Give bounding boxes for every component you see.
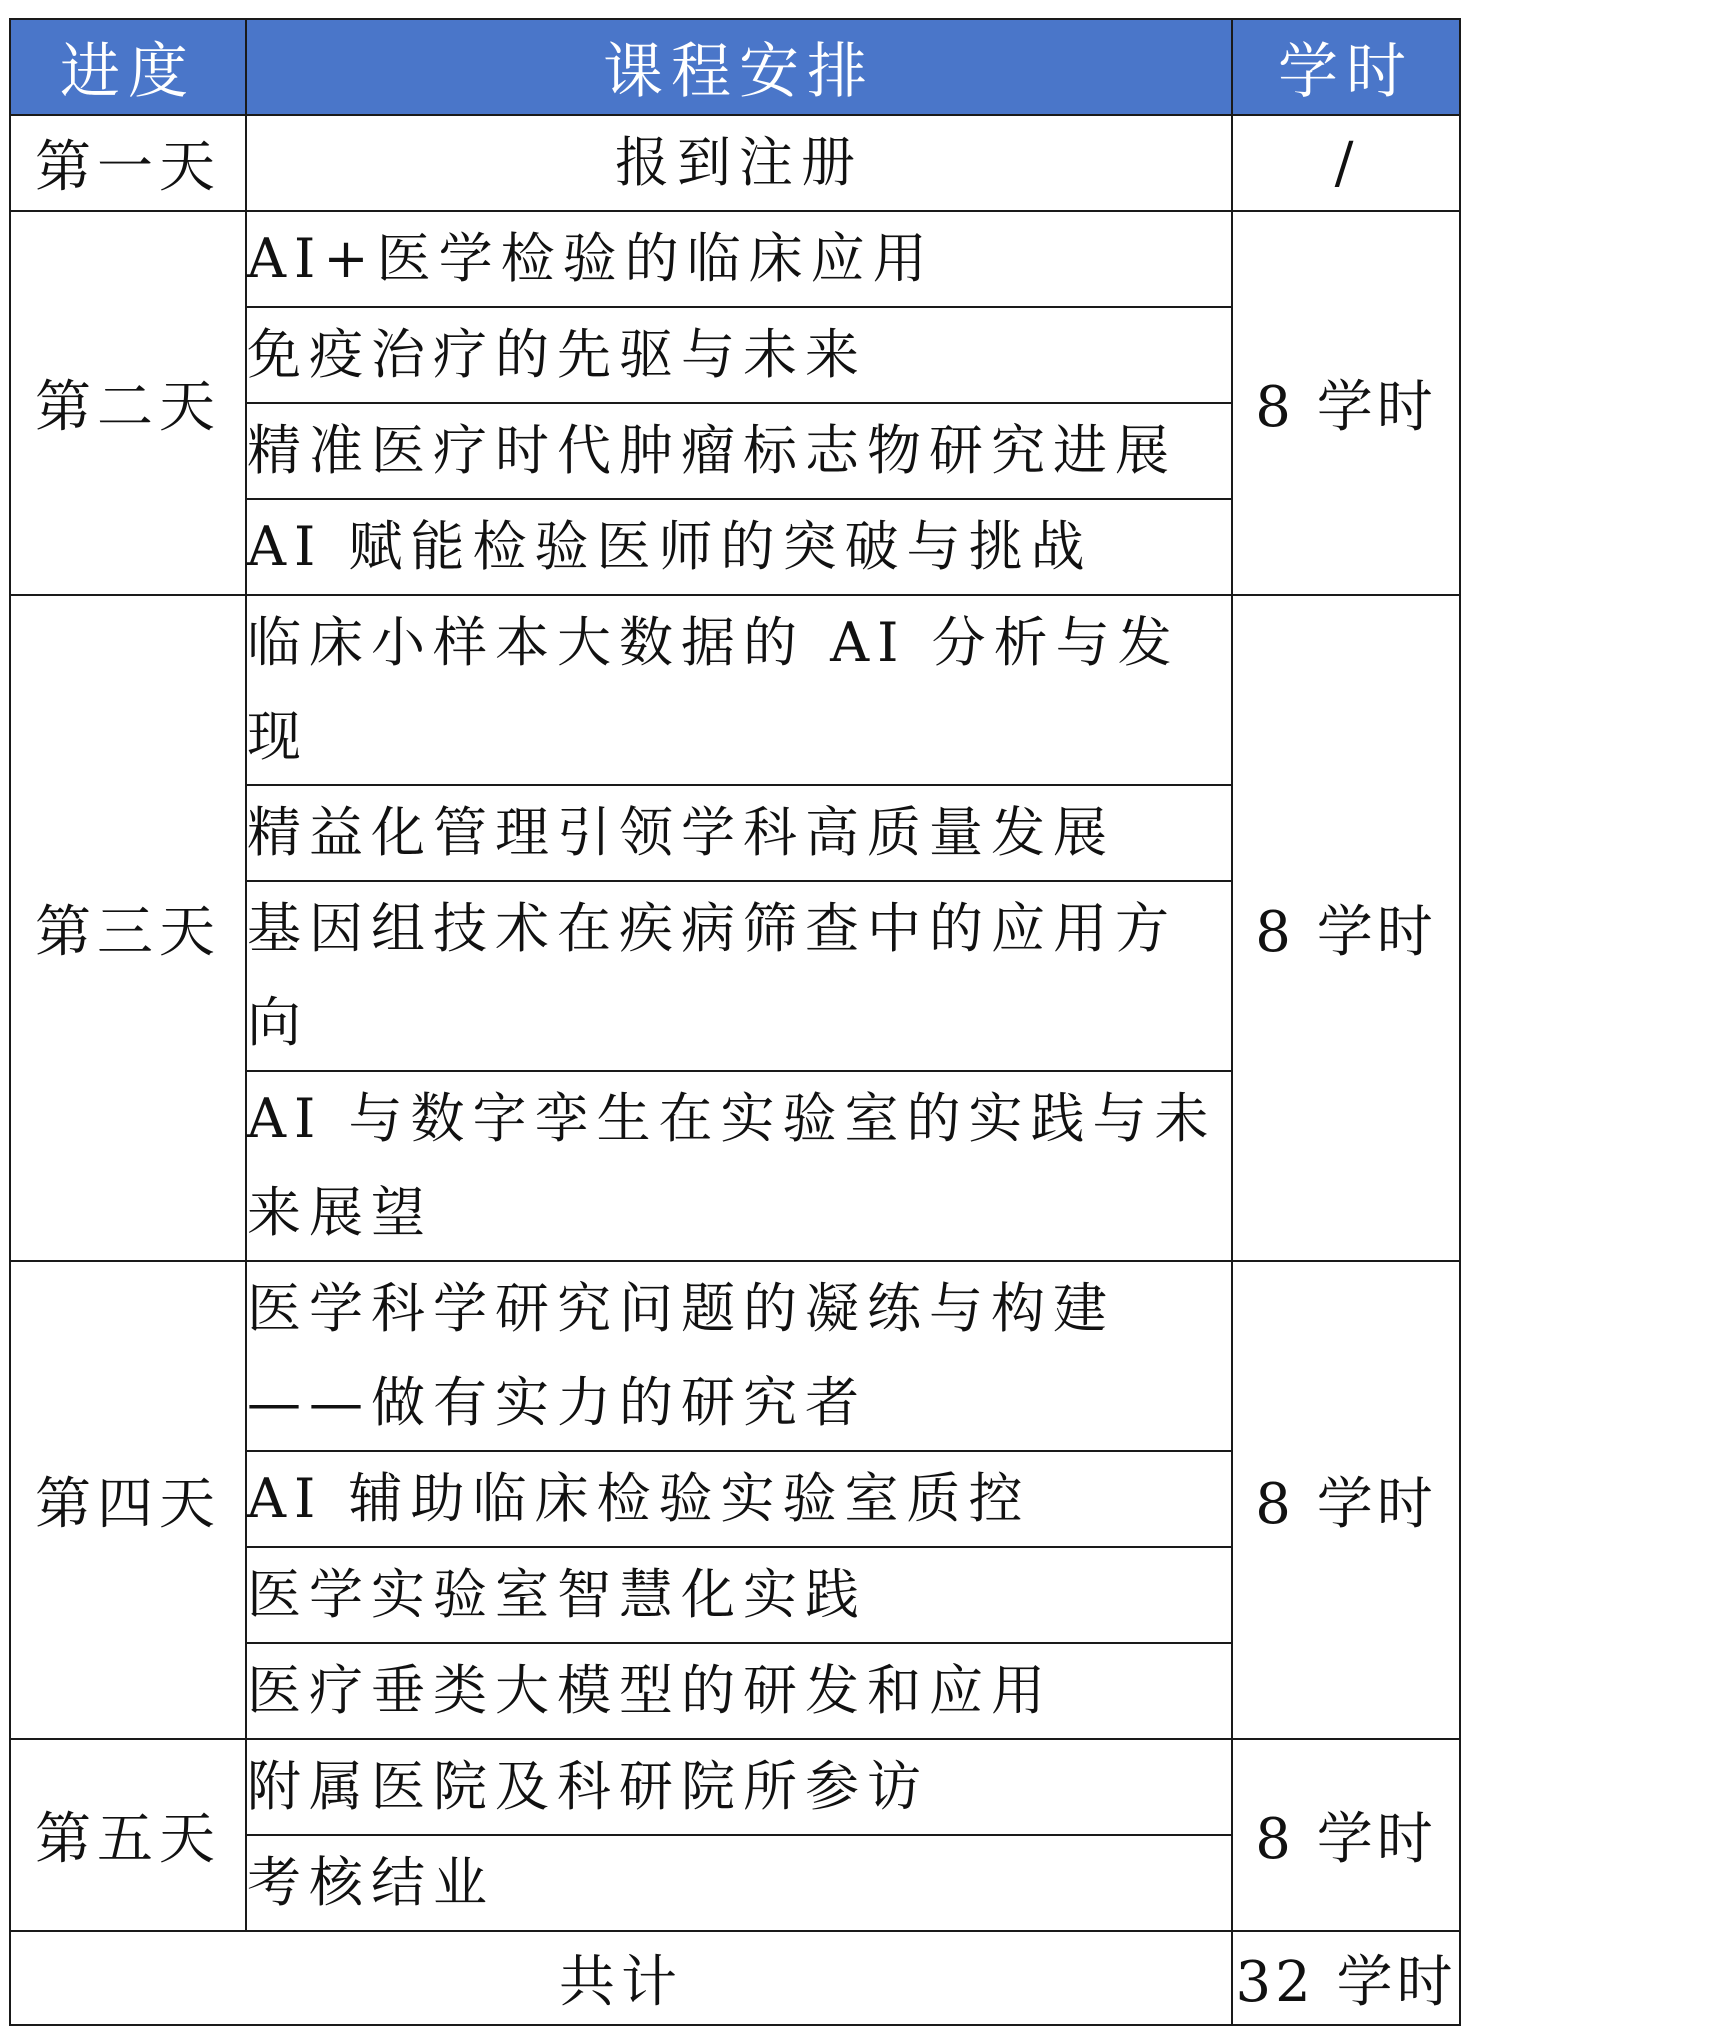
course-item: 医学实验室智慧化实践	[246, 1547, 1232, 1643]
course-item: AI 与数字孪生在实验室的实践与未来展望	[246, 1071, 1232, 1261]
course-item: AI+医学检验的临床应用	[246, 211, 1232, 307]
course-item: AI 赋能检验医师的突破与挑战	[246, 499, 1232, 595]
table-row	[10, 595, 1460, 785]
course-item: AI 辅助临床检验实验室质控	[246, 1451, 1232, 1547]
day-label: 第二天	[10, 211, 246, 595]
course-item: 免疫治疗的先驱与未来	[246, 307, 1232, 403]
total-label: 共计	[10, 1931, 1232, 2025]
course-item: 医疗垂类大模型的研发和应用	[246, 1643, 1232, 1739]
header-hours: 学时	[1232, 19, 1460, 115]
day-hours: 8 学时	[1232, 211, 1460, 595]
course-item: 报到注册	[246, 115, 1232, 211]
course-item: 临床小样本大数据的 AI 分析与发现	[246, 595, 1232, 785]
header-row	[10, 19, 1460, 115]
course-item: 附属医院及科研院所参访	[246, 1739, 1232, 1835]
day-label: 第四天	[10, 1261, 246, 1739]
day-hours: 8 学时	[1232, 1739, 1460, 1931]
course-item: 医学科学研究问题的凝练与构建——做有实力的研究者	[246, 1261, 1232, 1451]
table-row	[10, 211, 1460, 307]
course-item: 考核结业	[246, 1835, 1232, 1931]
table-row	[10, 115, 1460, 211]
day-hours: 8 学时	[1232, 1261, 1460, 1739]
total-row	[10, 1931, 1460, 2025]
table-row	[10, 1739, 1460, 1835]
day-label: 第一天	[10, 115, 246, 211]
header-progress: 进度	[10, 19, 246, 115]
table-row	[10, 1261, 1460, 1451]
day-label: 第五天	[10, 1739, 246, 1931]
day-hours: /	[1232, 115, 1460, 211]
course-item: 基因组技术在疾病筛查中的应用方向	[246, 881, 1232, 1071]
header-course: 课程安排	[246, 19, 1232, 115]
course-item: 精准医疗时代肿瘤标志物研究进展	[246, 403, 1232, 499]
day-label: 第三天	[10, 595, 246, 1261]
course-schedule-table	[9, 18, 1461, 2026]
course-item: 精益化管理引领学科高质量发展	[246, 785, 1232, 881]
total-hours: 32 学时	[1232, 1931, 1460, 2025]
day-hours: 8 学时	[1232, 595, 1460, 1261]
